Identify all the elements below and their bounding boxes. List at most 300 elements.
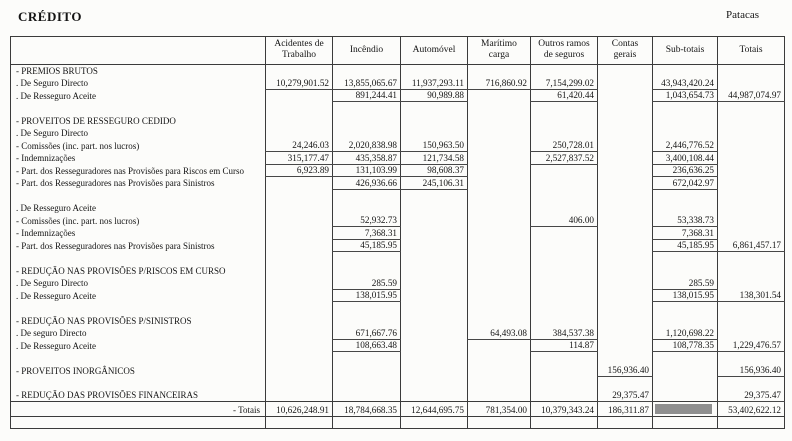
cell-acidentes-de-trabalho [266,89,333,102]
cell-maritimo-carga [468,102,531,115]
cell-automovel [401,314,468,327]
cell-sub-totais: 3,400,108.44 [653,152,718,165]
cell-sub-totais: 108,778.35 [653,339,718,352]
cell-totais [718,114,785,127]
cell-maritimo-carga [468,139,531,152]
cell-sub-totais [653,114,718,127]
cell-automovel [401,364,468,377]
cell-acidentes-de-trabalho [266,352,333,365]
row-label: - Indemnizações [11,152,266,165]
cell-contas-gerais [598,239,653,252]
cell-automovel [401,327,468,340]
row-label: - Part. dos Resseguradores nas Provisões para Sinistros [11,177,266,190]
cell-contas-gerais: 186,311.87 [598,402,653,417]
cell-outros-ramos-de-seguros: 384,537.38 [531,327,598,340]
cell-maritimo-carga [468,352,531,365]
col-header-ramo [11,37,266,65]
cell-outros-ramos-de-seguros: 406.00 [531,214,598,227]
cell-outros-ramos-de-seguros: 250,728.01 [531,139,598,152]
col-header-sub-totais: Sub-totais [653,37,718,65]
cell-sub-totais [653,252,718,265]
col-header-totais: Totais [718,37,785,65]
cell-contas-gerais [598,352,653,365]
row-label: - PROVEITOS DE RESSEGURO CEDIDO [11,114,266,127]
table-row [11,277,785,290]
cell-sub-totais [653,202,718,215]
cell-sub-totais [653,189,718,202]
cell-automovel: 11,937,293.11 [401,77,468,90]
cell-automovel [401,127,468,140]
page-title: CRÉDITO [18,9,82,24]
row-label: - PREMIOS BRUTOS [11,64,266,77]
cell-sub-totais [653,102,718,115]
cell-maritimo-carga [468,339,531,352]
cell-sub-totais [653,377,718,390]
row-label: . De Seguro Directo [11,127,266,140]
cell-outros-ramos-de-seguros [531,239,598,252]
cell-acidentes-de-trabalho [266,277,333,290]
cell-incendio [333,389,401,402]
cell-totais [718,102,785,115]
cell-contas-gerais [598,164,653,177]
col-header-outros-ramos-de-seguros: Outros ramos de seguros [531,37,598,65]
cell-incendio [333,264,401,277]
cell-incendio: 891,244.41 [333,89,401,102]
cell-outros-ramos-de-seguros [531,289,598,302]
cell-incendio [333,252,401,265]
cell-outros-ramos-de-seguros [531,377,598,390]
cell-sub-totais [653,417,718,429]
cell-incendio [333,377,401,390]
cell-incendio: 52,932.73 [333,214,401,227]
cell-sub-totais [653,364,718,377]
cell-automovel [401,252,468,265]
cell-contas-gerais [598,277,653,290]
spacer-row [11,377,785,390]
cell-totais [718,352,785,365]
cell-acidentes-de-trabalho [266,389,333,402]
cell-sub-totais: 45,185.95 [653,239,718,252]
cell-automovel [401,189,468,202]
cell-incendio: 671,667.76 [333,327,401,340]
cell-sub-totais [653,389,718,402]
cell-acidentes-de-trabalho [266,364,333,377]
cell-maritimo-carga [468,214,531,227]
row-label: - Totais [11,402,266,417]
cell-acidentes-de-trabalho [266,214,333,227]
cell-contas-gerais [598,139,653,152]
table-row [11,202,785,215]
cell-totais [718,177,785,190]
cell-maritimo-carga [468,114,531,127]
cell-totais [718,64,785,77]
cell-contas-gerais [598,302,653,315]
cell-incendio: 108,663.48 [333,339,401,352]
cell-sub-totais: 1,120,698.22 [653,327,718,340]
row-label: . De seguro Directo [11,327,266,340]
row-label: - REDUÇÃO NAS PROVISÕES P/SINISTROS [11,314,266,327]
cell-totais [718,202,785,215]
cell-acidentes-de-trabalho: 6,923.89 [266,164,333,177]
cell-outros-ramos-de-seguros [531,314,598,327]
cell-contas-gerais [598,102,653,115]
row-label [11,377,266,390]
cell-sub-totais: 285.59 [653,277,718,290]
cell-automovel: 245,106.31 [401,177,468,190]
cell-sub-totais: 1,043,654.73 [653,89,718,102]
cell-acidentes-de-trabalho [266,302,333,315]
cell-totais [718,417,785,429]
row-label: - Comissões (inc. part. nos lucros) [11,214,266,227]
table-body [11,64,785,429]
cell-totais [718,264,785,277]
credit-table [10,36,785,429]
cell-outros-ramos-de-seguros [531,127,598,140]
cell-outros-ramos-de-seguros [531,364,598,377]
cell-incendio [333,64,401,77]
row-label: - Part. dos Resseguradores nas Provisões para Riscos em Curso [11,164,266,177]
cell-acidentes-de-trabalho [266,102,333,115]
table-row [11,314,785,327]
cell-acidentes-de-trabalho: 10,279,901.52 [266,77,333,90]
cell-outros-ramos-de-seguros [531,417,598,429]
cell-automovel [401,239,468,252]
cell-incendio: 285.59 [333,277,401,290]
cell-totais [718,189,785,202]
cell-totais [718,302,785,315]
cell-maritimo-carga: 716,860.92 [468,77,531,90]
cell-totais [718,77,785,90]
table-row [11,89,785,102]
cell-outros-ramos-de-seguros [531,264,598,277]
cell-outros-ramos-de-seguros [531,227,598,240]
table-row [11,227,785,240]
table-row [11,389,785,402]
table-row [11,214,785,227]
cell-maritimo-carga [468,189,531,202]
row-label: - REDUÇÃO DAS PROVISÕES FINANCEIRAS [11,389,266,402]
cell-incendio [333,202,401,215]
cell-outros-ramos-de-seguros [531,189,598,202]
cell-automovel [401,389,468,402]
cell-totais: 138,301.54 [718,289,785,302]
cell-contas-gerais [598,377,653,390]
cell-incendio [333,189,401,202]
row-label: . De Resseguro Aceite [11,339,266,352]
cell-incendio: 13,855,065.67 [333,77,401,90]
cell-incendio [333,302,401,315]
cell-acidentes-de-trabalho [266,64,333,77]
table-row [11,239,785,252]
cell-maritimo-carga [468,417,531,429]
cell-outros-ramos-de-seguros: 114.87 [531,339,598,352]
table-row [11,127,785,140]
cell-automovel [401,202,468,215]
cell-maritimo-carga [468,302,531,315]
header-row [11,37,785,65]
table-row [11,289,785,302]
cell-contas-gerais [598,127,653,140]
spacer-row [11,302,785,315]
cell-acidentes-de-trabalho [266,289,333,302]
cell-maritimo-carga [468,264,531,277]
row-label: - Comissões (inc. part. nos lucros) [11,139,266,152]
cell-acidentes-de-trabalho: 24,246.03 [266,139,333,152]
cell-maritimo-carga: 781,354.00 [468,402,531,417]
cell-contas-gerais [598,202,653,215]
cell-totais [718,139,785,152]
cell-automovel: 98,608.37 [401,164,468,177]
cell-totais [718,314,785,327]
table-row [11,402,785,417]
row-label [11,189,266,202]
cell-sub-totais [653,402,718,417]
row-label [11,102,266,115]
cell-maritimo-carga [468,289,531,302]
cell-sub-totais [653,64,718,77]
cell-contas-gerais [598,252,653,265]
row-label [11,252,266,265]
cell-sub-totais: 672,042.97 [653,177,718,190]
cell-acidentes-de-trabalho [266,227,333,240]
cell-automovel [401,214,468,227]
cell-outros-ramos-de-seguros: 61,420.44 [531,89,598,102]
table-row [11,114,785,127]
table-row [11,77,785,90]
spacer-row [11,189,785,202]
cell-outros-ramos-de-seguros [531,352,598,365]
table-row [11,339,785,352]
cell-sub-totais: 53,338.73 [653,214,718,227]
cell-maritimo-carga [468,252,531,265]
cell-outros-ramos-de-seguros: 7,154,299.02 [531,77,598,90]
cell-automovel [401,352,468,365]
cell-acidentes-de-trabalho [266,264,333,277]
cell-sub-totais: 2,446,776.52 [653,139,718,152]
currency-label: Patacas [726,9,759,21]
col-header-automovel: Automóvel [401,37,468,65]
cell-acidentes-de-trabalho: 315,177.47 [266,152,333,165]
cell-maritimo-carga [468,202,531,215]
row-label: . De Resseguro Aceite [11,202,266,215]
document-header [0,0,792,25]
cell-totais [718,377,785,390]
cell-incendio [333,127,401,140]
cell-acidentes-de-trabalho [266,239,333,252]
row-label: - PROVEITOS INORGÂNICOS [11,364,266,377]
cell-outros-ramos-de-seguros: 2,527,837.52 [531,152,598,165]
cell-automovel [401,102,468,115]
table-row [11,139,785,152]
cell-totais: 44,987,074.97 [718,89,785,102]
row-label: . De Resseguro Aceite [11,289,266,302]
cell-totais: 29,375.47 [718,389,785,402]
cell-contas-gerais [598,214,653,227]
cell-acidentes-de-trabalho [266,127,333,140]
cell-maritimo-carga [468,177,531,190]
row-label: . De Seguro Directo [11,277,266,290]
cell-totais [718,214,785,227]
table-row [11,327,785,340]
cell-outros-ramos-de-seguros [531,164,598,177]
cell-incendio: 435,358.87 [333,152,401,165]
cell-contas-gerais [598,417,653,429]
cell-acidentes-de-trabalho: 10,626,248.91 [266,402,333,417]
cell-acidentes-de-trabalho [266,252,333,265]
cell-outros-ramos-de-seguros [531,102,598,115]
cell-contas-gerais [598,227,653,240]
cell-contas-gerais [598,89,653,102]
cell-acidentes-de-trabalho [266,177,333,190]
cell-totais [718,127,785,140]
cell-totais [718,252,785,265]
table-row [11,164,785,177]
cell-automovel [401,264,468,277]
cell-automovel: 12,644,695.75 [401,402,468,417]
table-row [11,64,785,77]
cell-contas-gerais [598,314,653,327]
cell-totais [718,277,785,290]
table-row [11,364,785,377]
cell-maritimo-carga [468,227,531,240]
spacer-row [11,417,785,429]
cell-totais [718,152,785,165]
cell-automovel [401,377,468,390]
cell-outros-ramos-de-seguros [531,114,598,127]
cell-contas-gerais: 29,375.47 [598,389,653,402]
cell-contas-gerais: 156,936.40 [598,364,653,377]
cell-sub-totais: 138,015.95 [653,289,718,302]
cell-contas-gerais [598,327,653,340]
cell-outros-ramos-de-seguros [531,177,598,190]
cell-acidentes-de-trabalho [266,202,333,215]
col-header-maritimo-carga: Marítimo carga [468,37,531,65]
cell-automovel [401,114,468,127]
cell-acidentes-de-trabalho [266,314,333,327]
cell-sub-totais [653,352,718,365]
row-label [11,417,266,429]
cell-incendio: 131,103.99 [333,164,401,177]
cell-maritimo-carga [468,152,531,165]
cell-automovel [401,417,468,429]
cell-incendio: 2,020,838.98 [333,139,401,152]
cell-automovel [401,302,468,315]
cell-outros-ramos-de-seguros [531,252,598,265]
row-label: - Part. dos Resseguradores nas Provisões para Sinistros [11,239,266,252]
cell-maritimo-carga [468,239,531,252]
cell-contas-gerais [598,189,653,202]
cell-acidentes-de-trabalho [266,339,333,352]
table-row [11,152,785,165]
shaded-subtotal-fill [655,404,712,414]
cell-outros-ramos-de-seguros [531,64,598,77]
table-header [11,37,785,65]
cell-incendio: 426,936.66 [333,177,401,190]
cell-acidentes-de-trabalho [266,189,333,202]
cell-maritimo-carga [468,164,531,177]
table-row [11,177,785,190]
cell-contas-gerais [598,77,653,90]
cell-acidentes-de-trabalho [266,417,333,429]
cell-outros-ramos-de-seguros [531,202,598,215]
cell-contas-gerais [598,177,653,190]
cell-sub-totais [653,314,718,327]
cell-contas-gerais [598,114,653,127]
col-header-incendio: Incêndio [333,37,401,65]
cell-sub-totais: 43,943,420.24 [653,77,718,90]
cell-contas-gerais [598,339,653,352]
spacer-row [11,252,785,265]
cell-sub-totais [653,302,718,315]
cell-outros-ramos-de-seguros [531,277,598,290]
cell-contas-gerais [598,264,653,277]
row-label: . De Resseguro Aceite [11,89,266,102]
cell-acidentes-de-trabalho [266,377,333,390]
cell-outros-ramos-de-seguros [531,302,598,315]
row-label: - Indemnizações [11,227,266,240]
cell-automovel [401,289,468,302]
spacer-row [11,102,785,115]
cell-maritimo-carga [468,389,531,402]
cell-automovel [401,64,468,77]
cell-totais: 6,861,457.17 [718,239,785,252]
cell-incendio [333,364,401,377]
cell-sub-totais: 236,636.25 [653,164,718,177]
cell-incendio [333,314,401,327]
cell-automovel [401,277,468,290]
cell-incendio: 18,784,668.35 [333,402,401,417]
table-row [11,264,785,277]
cell-sub-totais [653,264,718,277]
row-label: . De Seguro Directo [11,77,266,90]
cell-incendio [333,417,401,429]
cell-maritimo-carga [468,364,531,377]
cell-automovel [401,339,468,352]
cell-totais [718,227,785,240]
cell-sub-totais: 7,368.31 [653,227,718,240]
row-label: - REDUÇÃO NAS PROVISÕES P/RISCOS EM CURSO [11,264,266,277]
col-header-acidentes-de-trabalho: Acidentes de Trabalho [266,37,333,65]
cell-acidentes-de-trabalho [266,327,333,340]
cell-maritimo-carga [468,314,531,327]
cell-maritimo-carga [468,89,531,102]
cell-totais [718,327,785,340]
cell-automovel: 90,989.88 [401,89,468,102]
cell-maritimo-carga [468,64,531,77]
cell-incendio [333,114,401,127]
cell-contas-gerais [598,64,653,77]
cell-automovel: 150,963.50 [401,139,468,152]
cell-totais: 53,402,622.12 [718,402,785,417]
row-label [11,302,266,315]
spacer-row [11,352,785,365]
cell-automovel: 121,734.58 [401,152,468,165]
cell-incendio: 45,185.95 [333,239,401,252]
cell-maritimo-carga [468,127,531,140]
cell-maritimo-carga [468,377,531,390]
cell-acidentes-de-trabalho [266,114,333,127]
cell-totais: 156,936.40 [718,364,785,377]
cell-contas-gerais [598,289,653,302]
cell-automovel [401,227,468,240]
cell-maritimo-carga: 64,493.08 [468,327,531,340]
row-label [11,352,266,365]
cell-sub-totais [653,127,718,140]
cell-incendio [333,102,401,115]
cell-incendio: 138,015.95 [333,289,401,302]
col-header-contas-gerais: Contas gerais [598,37,653,65]
cell-totais [718,164,785,177]
